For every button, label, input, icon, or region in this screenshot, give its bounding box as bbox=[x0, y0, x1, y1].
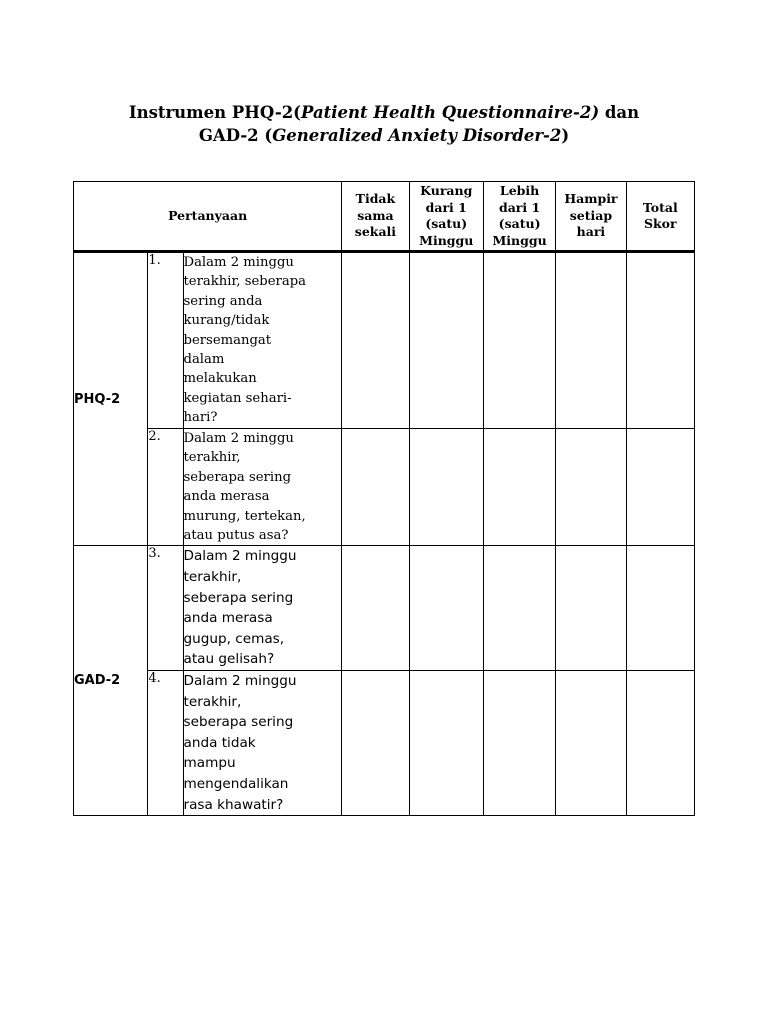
title-line-2 bbox=[0, 124, 768, 147]
group-label-phq2: PHQ-2 bbox=[74, 252, 148, 546]
header-label: sekali bbox=[354, 224, 397, 240]
answer-cell-less-than-one-week[interactable] bbox=[409, 252, 483, 429]
answer-cell-more-than-one-week[interactable] bbox=[483, 671, 555, 816]
document-title bbox=[0, 101, 768, 147]
header-total-score bbox=[626, 182, 694, 252]
title-italic-text: Generalized Anxiety Disorder-2 bbox=[272, 126, 562, 145]
header-label: dari 1 bbox=[498, 199, 541, 215]
question-line: seberapa sering bbox=[183, 714, 294, 731]
header-label: Minggu bbox=[419, 232, 474, 248]
question-line: atau putus asa? bbox=[183, 528, 289, 544]
question-line: terakhir, bbox=[183, 450, 241, 466]
question-line: mengendalikan bbox=[183, 775, 289, 792]
answer-cell-not-at-all[interactable] bbox=[342, 429, 409, 546]
title-italic-text: Patient Health Questionnaire-2) bbox=[300, 103, 600, 122]
question-line: atau gelisah? bbox=[183, 651, 275, 668]
question-line: Dalam 2 minggu bbox=[183, 673, 297, 689]
header-label: Minggu bbox=[492, 232, 547, 248]
answer-cell-not-at-all[interactable] bbox=[342, 252, 409, 429]
header-option-nearly-every-day bbox=[556, 182, 626, 252]
table-row bbox=[74, 429, 695, 546]
total-score-cell[interactable] bbox=[626, 546, 694, 671]
header-label: Lebih bbox=[499, 183, 540, 198]
header-label: sama bbox=[357, 207, 394, 223]
answer-cell-more-than-one-week[interactable] bbox=[483, 252, 555, 429]
question-line: terakhir, seberapa bbox=[183, 274, 306, 290]
title-text: dan bbox=[599, 103, 640, 122]
title-line-1 bbox=[0, 101, 768, 124]
answer-cell-nearly-every-day[interactable] bbox=[556, 429, 626, 546]
question-line: gugup, cemas, bbox=[183, 630, 285, 647]
answer-cell-less-than-one-week[interactable] bbox=[409, 546, 483, 671]
total-score-cell[interactable] bbox=[626, 252, 694, 429]
question-line: Dalam 2 minggu bbox=[183, 431, 294, 446]
header-label: (satu) bbox=[498, 216, 541, 231]
header-label: setiap bbox=[569, 207, 613, 223]
question-line: seberapa sering bbox=[183, 469, 292, 485]
questionnaire-table bbox=[73, 181, 695, 816]
question-number: 1. bbox=[148, 252, 183, 429]
header-label: hari bbox=[576, 224, 606, 240]
question-line: seberapa sering bbox=[183, 589, 294, 606]
question-line: murung, tertekan, bbox=[183, 508, 306, 524]
answer-cell-more-than-one-week[interactable] bbox=[483, 429, 555, 546]
header-option-more-than-one-week bbox=[483, 182, 555, 252]
table-row bbox=[74, 252, 695, 429]
answer-cell-nearly-every-day[interactable] bbox=[556, 252, 626, 429]
question-number: 4. bbox=[148, 671, 183, 816]
question-line: anda tidak bbox=[183, 734, 256, 751]
header-question bbox=[74, 182, 342, 252]
title-text: ) bbox=[561, 126, 570, 145]
question-number: 3. bbox=[148, 546, 183, 671]
answer-cell-not-at-all[interactable] bbox=[342, 546, 409, 671]
question-line: mampu bbox=[183, 755, 236, 772]
header-label: (satu) bbox=[425, 216, 468, 231]
question-line: kegiatan sehari- bbox=[183, 390, 292, 406]
question-line: Dalam 2 minggu bbox=[183, 548, 297, 565]
question-line: bersemangat bbox=[183, 332, 272, 348]
question-line: rasa khawatir? bbox=[183, 796, 284, 813]
question-line: kurang/tidak bbox=[183, 313, 270, 329]
header-label: Total bbox=[642, 199, 678, 215]
header-label: Hampir bbox=[564, 191, 618, 207]
answer-cell-less-than-one-week[interactable] bbox=[409, 429, 483, 546]
header-option-less-than-one-week bbox=[409, 182, 483, 252]
answer-cell-less-than-one-week[interactable] bbox=[409, 671, 483, 816]
answer-cell-nearly-every-day[interactable] bbox=[556, 546, 626, 671]
header-label: Skor bbox=[643, 216, 677, 231]
header-label: dari 1 bbox=[425, 199, 467, 215]
question-line: hari? bbox=[183, 410, 218, 426]
total-score-cell[interactable] bbox=[626, 429, 694, 546]
question-text bbox=[183, 671, 342, 816]
question-line: dalam bbox=[183, 352, 225, 368]
question-line: terakhir, bbox=[183, 693, 242, 710]
question-number: 2. bbox=[148, 429, 183, 546]
question-line: anda merasa bbox=[183, 610, 273, 627]
total-score-cell[interactable] bbox=[626, 671, 694, 816]
answer-cell-nearly-every-day[interactable] bbox=[556, 671, 626, 816]
question-line: sering anda bbox=[183, 293, 263, 309]
question-line: anda merasa bbox=[183, 489, 270, 505]
header-row bbox=[74, 182, 695, 252]
header-question-label: Pertanyaan bbox=[168, 207, 248, 223]
group-label-gad2: GAD-2 bbox=[74, 546, 148, 816]
question-line: terakhir, bbox=[183, 569, 242, 586]
question-line: Dalam 2 minggu bbox=[183, 255, 294, 270]
question-text bbox=[183, 252, 342, 429]
header-label: Kurang bbox=[420, 183, 473, 198]
question-text bbox=[183, 546, 342, 671]
header-option-not-at-all bbox=[342, 182, 409, 252]
table-row bbox=[74, 546, 695, 671]
title-text: GAD-2 ( bbox=[198, 126, 273, 145]
title-text: Instrumen PHQ-2( bbox=[128, 103, 301, 122]
header-label: Tidak bbox=[355, 191, 396, 207]
answer-cell-not-at-all[interactable] bbox=[342, 671, 409, 816]
table-row bbox=[74, 671, 695, 816]
answer-cell-more-than-one-week[interactable] bbox=[483, 546, 555, 671]
question-text bbox=[183, 429, 342, 546]
question-line: melakukan bbox=[183, 371, 257, 387]
